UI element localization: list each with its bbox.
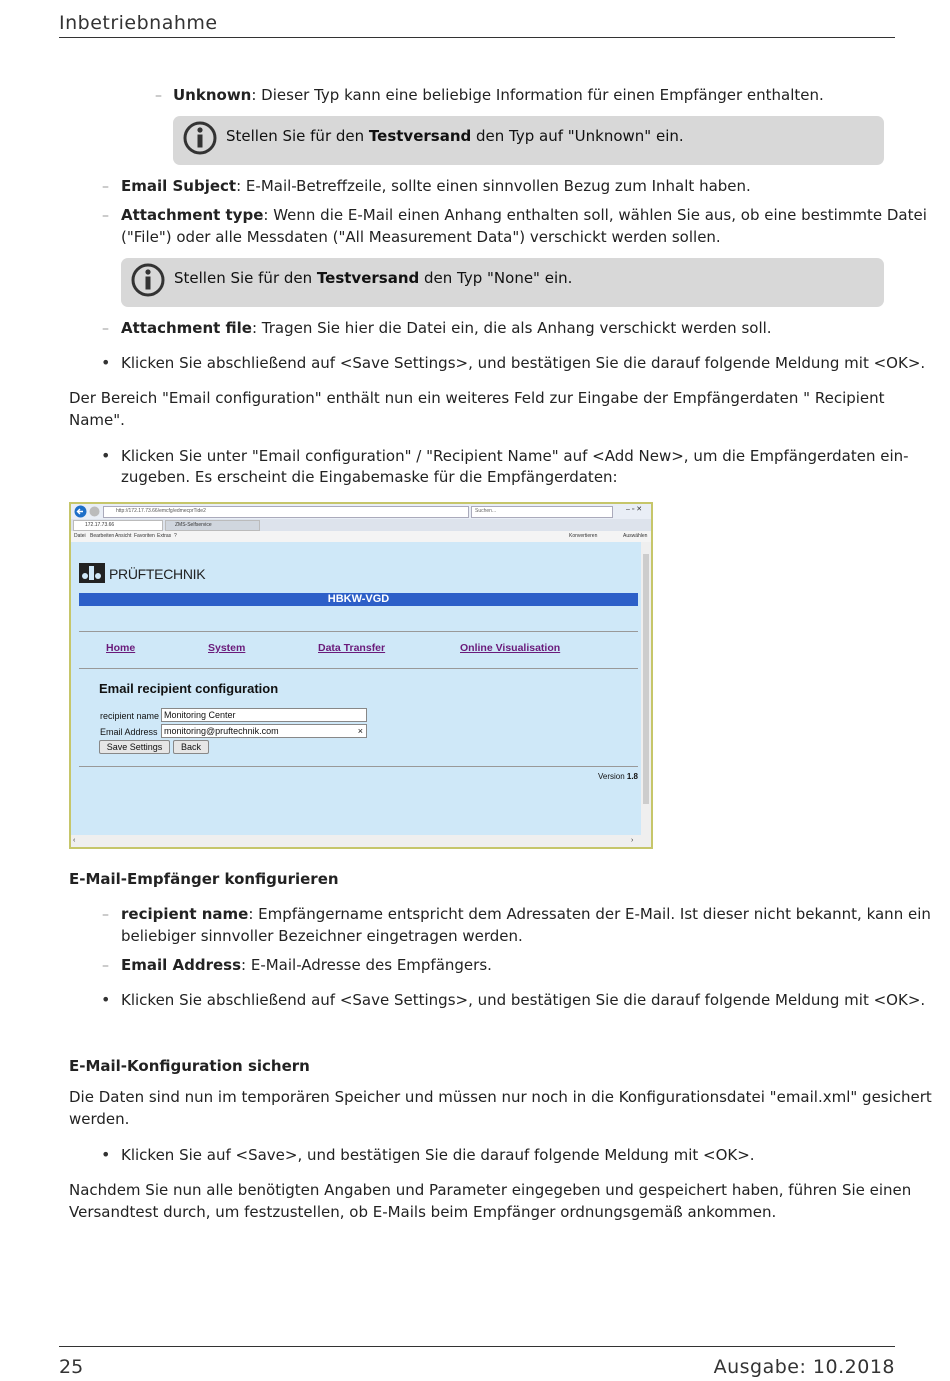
- bullet-marker: •: [101, 353, 111, 372]
- item-recipient-name-cont: beliebiger sinnvoller Bezeichner eingetragen werden.: [121, 927, 523, 945]
- email-address-input[interactable]: monitoring@pruftechnik.com ×: [161, 724, 367, 738]
- bullet-marker: •: [101, 446, 111, 465]
- note-text: Stellen Sie für den Testversand den Typ "None" ein.: [174, 269, 573, 287]
- menu-item: Datei: [74, 533, 86, 539]
- menu-item: Favoriten: [134, 533, 155, 539]
- clear-icon[interactable]: ×: [357, 726, 363, 736]
- browser-screenshot: [69, 502, 653, 849]
- paragraph-temp-storage-cont: werden.: [69, 1110, 130, 1128]
- info-icon: [131, 263, 165, 297]
- browser-address-bar: [71, 504, 651, 519]
- bullet-marker: •: [101, 990, 111, 1009]
- info-note-none: [121, 258, 884, 307]
- forward-arrow-icon: [89, 506, 100, 517]
- logo-text: PRÜFTECHNIK: [109, 566, 206, 582]
- note-text: Stellen Sie für den Testversand den Typ auf "Unknown" ein.: [226, 127, 684, 145]
- bullet-save-settings-2: Klicken Sie abschließend auf <Save Settings>, und bestätigen Sie die darauf folgende Meldung mit <OK>.: [121, 991, 926, 1009]
- dash-marker: –: [102, 208, 109, 224]
- vertical-scrollbar[interactable]: [641, 542, 651, 835]
- title-banner: HBKW-VGD: [79, 593, 638, 606]
- web-content: [71, 542, 641, 835]
- edition-label: Ausgabe: 10.2018: [713, 1356, 895, 1378]
- recipient-name-input[interactable]: Monitoring Center: [161, 708, 367, 722]
- header-rule: [59, 37, 895, 38]
- pruftechnik-logo-icon: [79, 563, 105, 583]
- tab-inactive: ZMS-Selfservice: [175, 522, 212, 528]
- dash-marker: –: [155, 88, 162, 104]
- page-number: 25: [59, 1356, 84, 1378]
- section-heading-configure: E-Mail-Empfänger konfigurieren: [69, 870, 339, 888]
- back-arrow-icon: [74, 505, 87, 518]
- footer-rule: [59, 1346, 895, 1347]
- paragraph-test-dispatch: Nachdem Sie nun alle benötigten Angaben und Parameter eingegeben und gespeichert haben, führen Sie einen: [69, 1181, 912, 1199]
- paragraph-email-config-cont: Name".: [69, 411, 125, 429]
- bullet-marker: •: [101, 1145, 111, 1164]
- toolbar-select: Auswählen: [623, 533, 648, 539]
- menu-item: Ansicht: [115, 533, 132, 539]
- dash-marker: –: [102, 907, 109, 923]
- bullet-save: Klicken Sie auf <Save>, und bestätigen Sie die darauf folgende Meldung mit <OK>.: [121, 1146, 755, 1164]
- form-title: Email recipient configuration: [99, 681, 279, 696]
- bullet-add-new-cont: zugeben. Es erscheint die Eingabemaske für die Empfängerdaten:: [121, 468, 618, 486]
- bullet-add-new: Klicken Sie unter "Email configuration" / "Recipient Name" auf <Add New>, um die Empfängerdaten ein-: [121, 447, 909, 465]
- window-controls: – ▫ ✕: [626, 506, 643, 513]
- dash-marker: –: [102, 958, 109, 974]
- item-attachment-file: Attachment file: Tragen Sie hier die Datei ein, die als Anhang verschickt werden soll.: [121, 319, 772, 337]
- page-header-title: Inbetriebnahme: [59, 12, 218, 34]
- nav-online-visualisation[interactable]: Online Visualisation: [460, 642, 561, 654]
- menu-item: Extras: [157, 533, 172, 539]
- version-text: Version 1.8: [597, 772, 638, 781]
- paragraph-test-dispatch-cont: Versandtest durch, um festzustellen, ob E-Mails beim Empfänger ordnungsgemäß ankommen.: [69, 1203, 777, 1221]
- horizontal-scrollbar[interactable]: [71, 835, 651, 847]
- toolbar-convert: Konvertieren: [569, 533, 598, 539]
- section-heading-save: E-Mail-Konfiguration sichern: [69, 1057, 310, 1075]
- item-unknown: Unknown: Dieser Typ kann eine beliebige Information für einen Empfänger enthalten.: [173, 86, 824, 104]
- paragraph-temp-storage: Die Daten sind nun im temporären Speicher und müssen nur noch in die Konfigurationsdatei "email.xml" gesichert: [69, 1088, 932, 1106]
- menu-item: Bearbeiten: [90, 533, 115, 539]
- nav-data-transfer[interactable]: Data Transfer: [318, 642, 386, 654]
- save-settings-button[interactable]: Save Settings: [99, 740, 170, 754]
- dash-marker: –: [102, 321, 109, 337]
- paragraph-email-config: Der Bereich "Email configuration" enthält nun ein weiteres Feld zur Eingabe der Empfängerdaten " Recipient: [69, 389, 885, 407]
- label-email-address: Email Address: [100, 727, 158, 737]
- item-email-address: Email Address: E-Mail-Adresse des Empfängers.: [121, 956, 492, 974]
- item-attachment-type-cont: ("File") oder alle Messdaten ("All Measurement Data") verschickt werden sollen.: [121, 228, 721, 246]
- item-email-subject: Email Subject: E-Mail-Betreffzeile, sollte einen sinnvollen Bezug zum Inhalt haben.: [121, 177, 751, 195]
- info-note-unknown: [173, 116, 884, 165]
- nav-system[interactable]: System: [208, 642, 246, 654]
- bullet-save-settings: Klicken Sie abschließend auf <Save Settings>, und bestätigen Sie die darauf folgende Meldung mit <OK>.: [121, 354, 926, 372]
- scroll-left-icon[interactable]: ‹: [73, 837, 76, 844]
- url-text: http://172.17.73.66/emcfg/edmecprTide2: [116, 508, 206, 514]
- scroll-right-icon[interactable]: ›: [631, 837, 634, 844]
- back-button[interactable]: Back: [173, 740, 209, 754]
- search-text: Suchen...: [475, 508, 497, 514]
- item-recipient-name: recipient name: Empfängername entspricht dem Adressaten der E-Mail. Ist dieser nicht bekannt, kann ein: [121, 905, 931, 923]
- menu-item: ?: [174, 533, 177, 539]
- browser-tab-bar: [71, 519, 651, 531]
- dash-marker: –: [102, 179, 109, 195]
- nav-home[interactable]: Home: [106, 642, 136, 654]
- label-recipient-name: recipient name: [100, 711, 160, 721]
- item-attachment-type: Attachment type: Wenn die E-Mail einen Anhang enthalten soll, wählen Sie aus, ob eine bestimmte Datei: [121, 206, 927, 224]
- tab-active: 172.17.73.66: [85, 522, 115, 528]
- info-icon: [183, 121, 217, 155]
